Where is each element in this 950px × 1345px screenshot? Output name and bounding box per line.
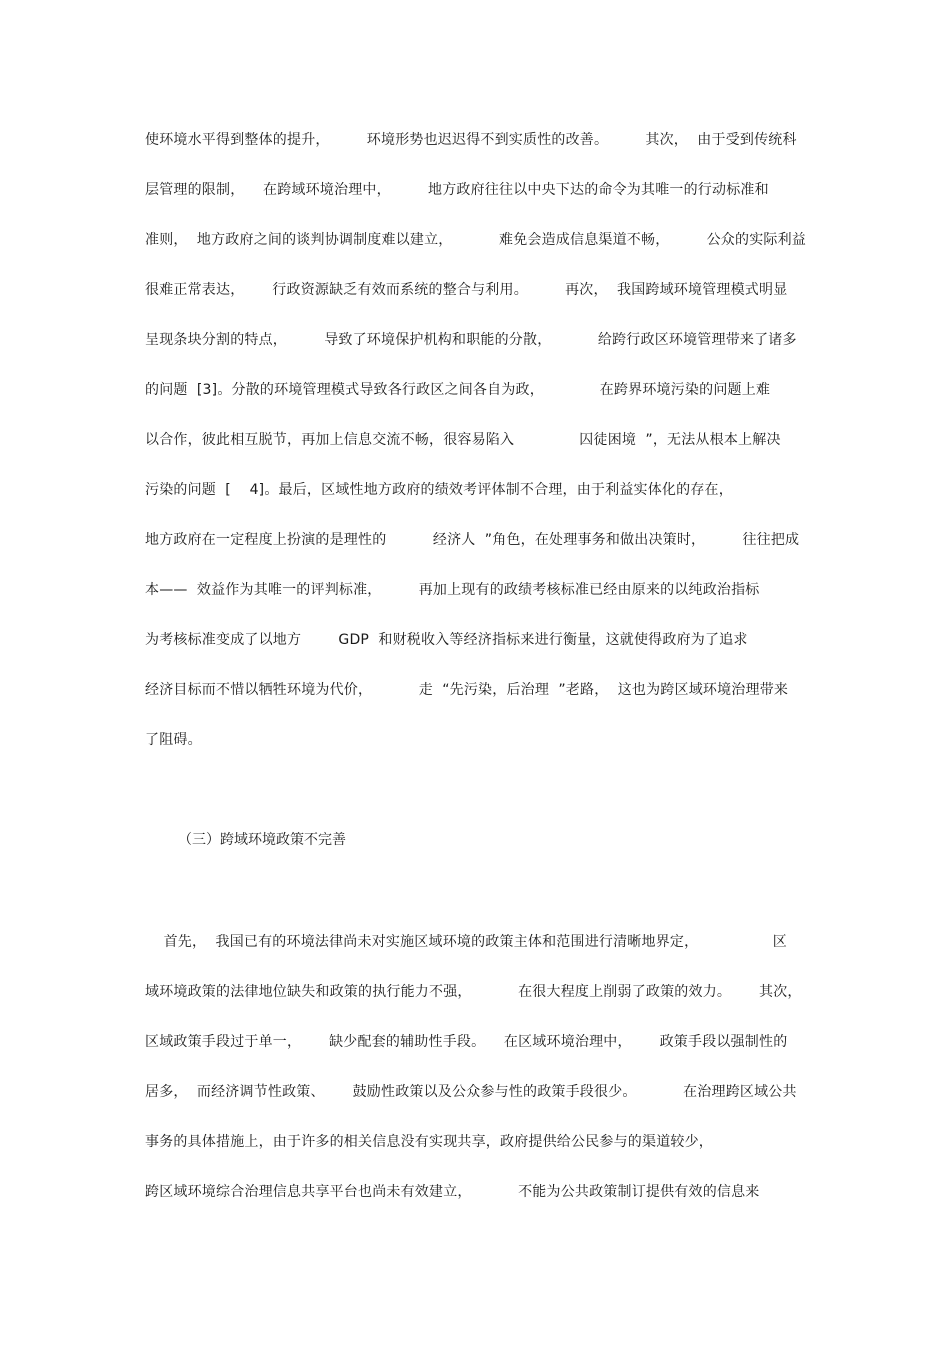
- text-line: 很难正常表达， 行政资源缺乏有效而系统的整合与利用。 再次， 我国跨域环境管理模式明显: [145, 282, 788, 298]
- section-heading: （三）跨域环境政策不完善: [178, 832, 346, 848]
- text-line: 以合作，彼此相互脱节，再加上信息交流不畅，很容易陷入 囚徒困境 ”，无法从根本上解决: [145, 432, 781, 448]
- text-line: 事务的具体措施上，由于许多的相关信息没有实现共享，政府提供给公民参与的渠道较少，: [145, 1134, 713, 1150]
- text-line: 首先， 我国已有的环境法律尚未对实施区域环境的政策主体和范围进行清晰地界定， 区: [145, 934, 787, 950]
- text-line: 域环境政策的法律地位缺失和政策的执行能力不强， 在很大程度上削弱了政策的效力。 其次，: [145, 984, 802, 1000]
- text-line: 层管理的限制， 在跨域环境治理中， 地方政府往往以中央下达的命令为其唯一的行动标准和: [145, 182, 769, 198]
- text-line: 污染的问题 [ 4]。最后，区域性地方政府的绩效考评体制不合理，由于利益实体化的存在，: [145, 482, 733, 498]
- text-line: 为考核标准变成了以地方 GDP 和财税收入等经济指标来进行衡量，这就使得政府为了追求: [145, 632, 748, 648]
- text-line: 了阻碍。: [145, 732, 202, 748]
- text-line: 的问题 [3]。分散的环境管理模式导致各行政区之间各自为政， 在跨界环境污染的问题上难: [145, 382, 771, 398]
- text-line: 准则， 地方政府之间的谈判协调制度难以建立， 难免会造成信息渠道不畅， 公众的实际利益: [145, 232, 807, 248]
- text-line: 呈现条块分割的特点， 导致了环境保护机构和职能的分散， 给跨行政区环境管理带来了诸多: [145, 332, 797, 348]
- text-line: 使环境水平得到整体的提升， 环境形势也迟迟得不到实质性的改善。 其次， 由于受到传统科: [145, 132, 797, 148]
- text-line: 居多， 而经济调节性政策、 鼓励性政策以及公众参与性的政策手段很少。 在治理跨区域公共: [145, 1084, 797, 1100]
- text-line: 本—— 效益作为其唯一的评判标准， 再加上现有的政绩考核标准已经由原来的以纯政治指标: [145, 582, 760, 598]
- text-line: 区域政策手段过于单一， 缺少配套的辅助性手段。 在区域环境治理中， 政策手段以强制性的: [145, 1034, 788, 1050]
- text-line: 跨区域环境综合治理信息共享平台也尚未有效建立， 不能为公共政策制订提供有效的信息来: [145, 1184, 760, 1200]
- text-line: 地方政府在一定程度上扮演的是理性的 经济人 ”角色，在处理事务和做出决策时， 往往把成: [145, 532, 800, 548]
- text-line: 经济目标而不惜以牺牲环境为代价， 走 “先污染，后治理 ”老路， 这也为跨区域环境治理带来: [145, 682, 789, 698]
